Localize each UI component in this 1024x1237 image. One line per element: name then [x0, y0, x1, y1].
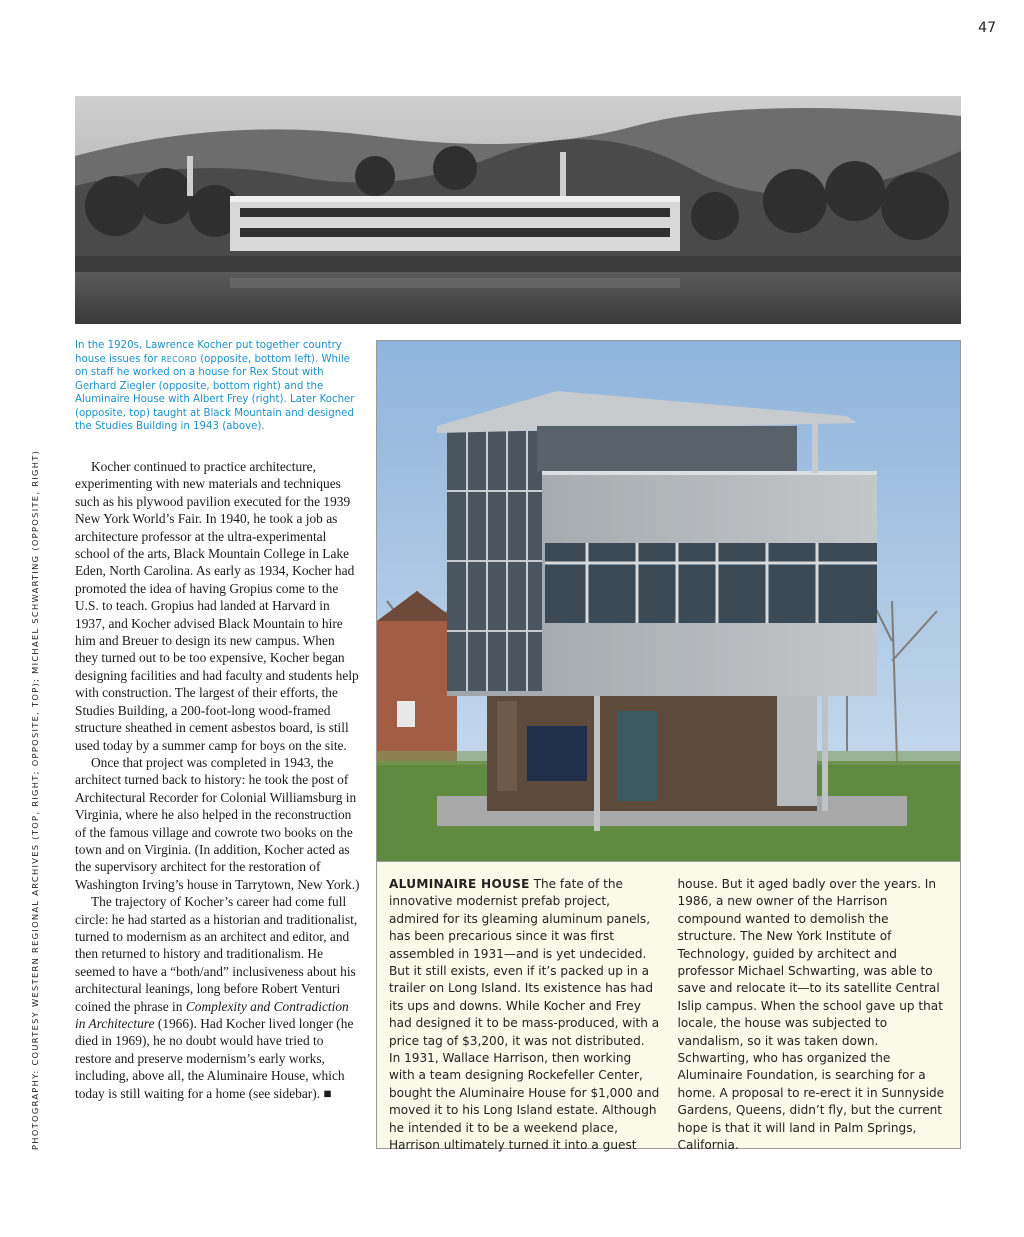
body-paragraph-3	[75, 893, 361, 1102]
article-body	[75, 458, 361, 1102]
aluminaire-house-photo	[376, 340, 961, 862]
sidebar-paragraph	[389, 876, 948, 1155]
aluminaire-house-illustration	[377, 341, 961, 862]
sidebar-text: The fate of the innovative modernist prefab project, admired for its gleaming aluminum panels, has been precarious since it was first assembled in 1931—and is yet undecided. But it still exists, even if it’s packed up in a trailer on Long Island. Its existence has had its ups and downs. While Kocher and Frey had designed it to be mass-produced, with a price tag of $3,200, it was not distributed. In 1931, Wallace Harrison, then working with a team designing Rockefeller Center, bought the Aluminaire House for $1,000 and moved it to his Long Island estate. Although he intended it to be a weekend place, Harrison ultimately turned it into a guest house. But it aged badly over the years. In 1986, a new owner of the Harrison compound wanted to demolish the structure. The New York Institute of Technology, guided by architect and professor Michael Schwarting, was able to save and relocate it—to its satellite Central Islip campus. When the school gave up that locale, the house was subjected to vandalism, so it was taken down. Schwarting, who has organized the Aluminaire Foundation, is searching for a home. A proposal to re-erect it in Sunnyside Gardens, Queens, didn’t fly, but the current hope is that it will land in Palm Springs, California.	[389, 877, 945, 1153]
body-paragraph-1: Kocher continued to practice architecture, experimenting with new materials and techniques such as his plywood pavilion executed for the 1939 New York World’s Fair. In 1940, he took a job as architecture professor at the ultra-experimental school of the arts, Black Mountain College in Lake Eden, North Carolina. As early as 1934, Kocher had promoted the idea of having Gropius come to the U.S. to teach. Gropius had landed at Harvard in 1937, and Kocher advised Black Mountain to hire him and Breuer to design its new campus. When they turned out to be too expensive, Kocher began designing facilities and had faculty and students help with construction. The largest of their efforts, the Studies Building, a 200-foot-long wood-framed structure sheathed in cement asbestos board, is still used today by a summer camp for boys on the site.	[75, 459, 359, 753]
aluminaire-sidebar	[376, 862, 961, 1153]
caption-record: RECORD	[160, 354, 197, 364]
photo-credit: PHOTOGRAPHY: COURTESY WESTERN REGIONAL ARCHIVES (TOP, RIGHT; OPPOSITE, TOP); MICHAEL SCHWARTING (OPPOSITE, RIGHT)	[30, 449, 40, 1150]
sidebar-columns	[389, 876, 948, 1155]
studies-building-photo	[75, 96, 961, 324]
sidebar-kicker: ALUMINAIRE HOUSE	[389, 877, 530, 891]
body-paragraph-2: Once that project was completed in 1943, the architect turned back to history: he took the post of Architectural Recorder for Colonial Williamsburg in Virginia, where he also helped in the reconstruction of the famous village and cowrote two books on the town and on Virginia. (In addition, Kocher acted as the supervisory architect for the restoration of Washington Irving’s house in Tarrytown, New York.)	[75, 754, 360, 892]
body-p3-text-a: The trajectory of Kocher’s career had come full circle: he had started as a historian and traditionalist, turned to modernism as an architect and editor, and then returned to history and traditionalism. He seemed to have a “both/and” inclusiveness about his architectural leanings, long before Robert Venturi coined the phrase in	[75, 894, 358, 1014]
caption-text-2: (opposite, bottom left). While on staff he worked on a house for Rex Stout with Gerhard Ziegler (opposite, bottom right) and the Aluminaire House with Albert Frey (right). Later Kocher (opposite, top) taught at Black Mountain and designed the Studies Building in 1943 (above).	[75, 353, 355, 432]
body-p3-text-b: (1966). Had Kocher lived longer (he died in 1969), he no doubt would have tried to restore and preserve modernism’s early works, including, above all, the Aluminaire House, which today is still waiting for a home (see sidebar). ■	[75, 1016, 354, 1101]
book-title: Complexity and Contradiction in Architecture	[75, 998, 349, 1031]
caption-text-1: In the 1920s, Lawrence Kocher put together country house issues for	[75, 340, 342, 365]
page-number: 47	[978, 20, 996, 36]
photo-caption	[75, 339, 365, 434]
studies-building-illustration	[75, 96, 961, 324]
